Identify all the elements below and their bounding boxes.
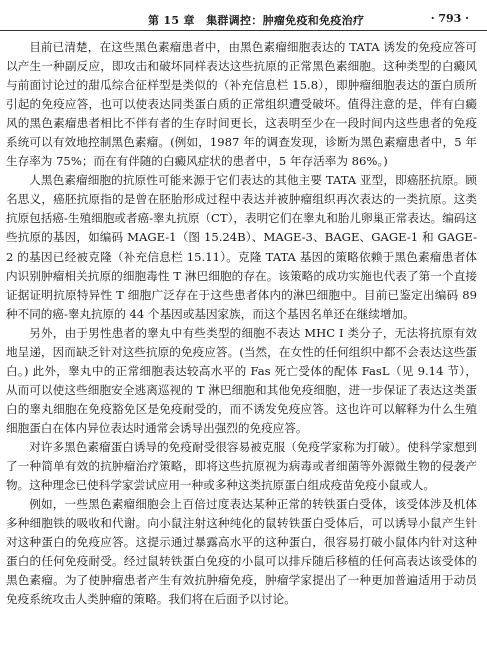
running-header [0,10,487,31]
paragraph: 例如，一些黑色素瘤细胞会上百倍过度表达某种正常的转铁蛋白受体，该受体涉及机体多种细胞铁的吸收和代谢。向小鼠注射这种纯化的鼠转铁蛋白受体后，可以诱导小鼠产生针对这种蛋白的免疫应答。这提示通过暴露高水平的这种蛋白，很容易打破小鼠体内针对这种蛋白的任何免疫耐受。经过鼠转铁蛋白免疫的小鼠可以排斥随后移植的任何高表达该受体的黑色素瘤。为了使肿瘤患者产生有效抗肿瘤免疫，肿瘤学家提出了一种更加普遍适用于动员免疫系统攻击人类肿瘤的策略。我们将在后面予以讨论。 [6,497,477,607]
chapter-title: 第 15 章 集群调控：肿瘤免疫和免疫治疗 [148,14,365,27]
paragraph: 目前已清楚，在这些黑色素瘤患者中，由黑色素瘤细胞表达的 TATA 诱发的免疫应答可以产生一种副反应，即攻击和破坏同样表达这些抗原的正常黑色素细胞。这种类型的白癜风与前面讨论过的甜瓜综合征样型是类似的（补充信息栏 15.8），即肿瘤细胞表达的蛋白质所引起的免疫应答，也可以使表达同类蛋白质的正常组织遭受破坏。值得注意的是，伴有白癜风的黑色素瘤患者相比不伴有者的生存时间更长，这表明至少在一段时间内这些患者的免疫系统可以有效地控制黑色素瘤。(例如，1987 年的调查发现，诊断为黑色素瘤患者中，5 年生存率为 75%；而在有伴随的白癜风症状的患者中，5 年存活率为 86%。) [6,40,477,169]
body-text [6,38,477,609]
paragraph: 另外，由于男性患者的睾丸中有些类型的细胞不表达 MHC I 类分子，无法将抗原有效地呈递，因而缺乏针对这些抗原的免疫应答。(当然，在女性的任何组织中都不会表达这些蛋白。) 此外，睾丸中的正常细胞表达较高水平的 Fas 死亡受体的配体 FasL（见 9.14 节），从而可以使这些细胞安全逃离巡视的 T 淋巴细胞和其他免疫细胞，进一步保证了表达这类蛋白的睾丸细胞在免疫豁免区是免疫耐受的，而不诱发免疫应答。这也许可以解释为什么生殖细胞蛋白在体内异位表达时通常会诱导出强烈的免疫应答。 [6,325,477,435]
paragraph: 对许多黑色素瘤蛋白诱导的免疫耐受很容易被克服（免疫学家称为打破）。使科学家想到了一种简单有效的抗肿瘤治疗策略，即将这些抗原视为病毒或者细菌等外源微生物的侵袭产物。这种理念已使科学家尝试应用一种或多种这类抗原蛋白组成疫苗免疫小鼠或人。 [6,439,477,493]
paragraph: 人黑色素瘤细胞的抗原性可能来源于它们表达的其他主要 TATA 亚型，即癌胚抗原。顾名思义，癌胚抗原指的是曾在胚胎形成过程中表达并被肿瘤组织再次表达的一类抗原。这类抗原包括癌-生殖细胞或者癌-睾丸抗原（CT），表明它们在睾丸和胎儿卵巢正常表达。编码这些抗原的基因，如编码 MAGE-1（图 15.24B）、MAGE-3、BAGE、GAGE-1 和 GAGE-2 的基因已经被克隆（补充信息栏 15.11）。克隆 TATA 基因的策略依赖于黑色素瘤患者体内识别肿瘤相关抗原的细胞毒性 T 淋巴细胞的存在。该策略的成功实施也代表了第一个直接证据证明抗原特异性 T 细胞广泛存在于这些患者体内的淋巴细胞中。目前已鉴定出编码 89 种不同的癌-睾丸抗原的 44 个基因或基因家族，而这个基因名单还在继续增加。 [6,173,477,321]
page-number: · 793 · [430,12,469,25]
